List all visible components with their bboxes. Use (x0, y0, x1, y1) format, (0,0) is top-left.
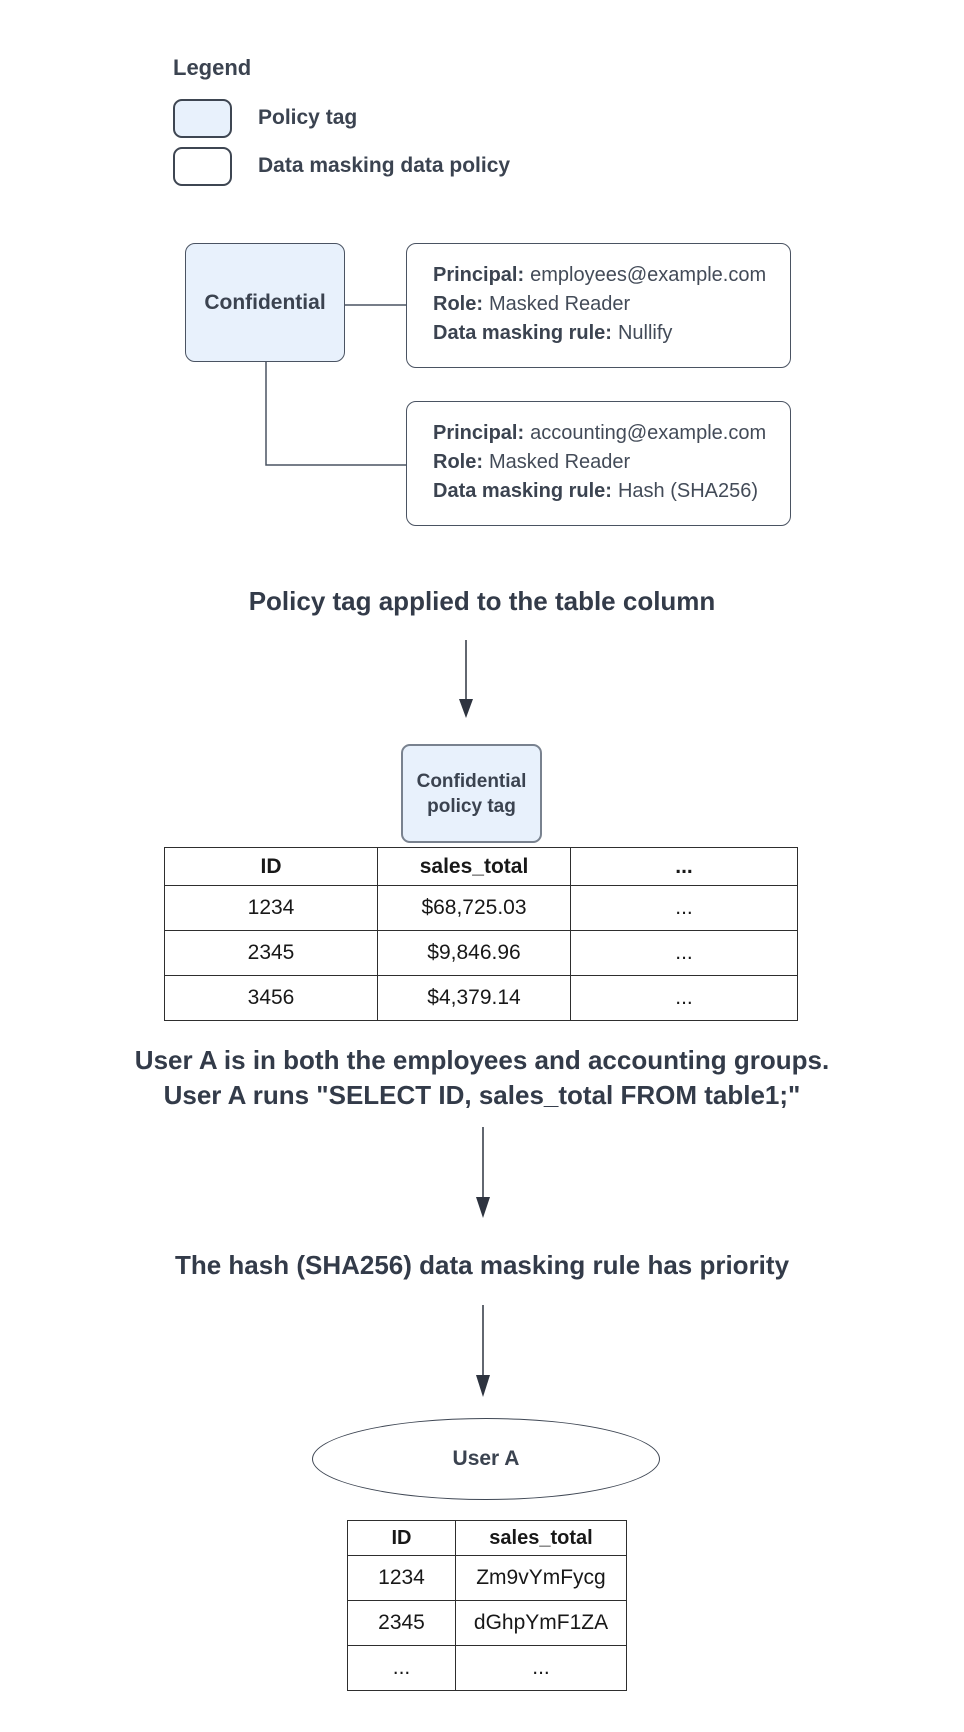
heading-hash-priority: The hash (SHA256) data masking rule has priority (174, 1250, 790, 1280)
col-header-id: ID (348, 1521, 456, 1556)
col-header-sales-total: sales_total (378, 848, 571, 886)
confidential-policy-tag-badge (401, 744, 542, 843)
connector-policytag-to-policy2 (266, 362, 406, 465)
col-header-id: ID (165, 848, 378, 886)
masking-rule-value: Hash (SHA256) (617, 480, 759, 502)
masking-rule-label: Data masking rule: (433, 322, 612, 344)
policy-line-masking-rule (433, 319, 790, 348)
table-header-row (348, 1521, 627, 1556)
cell-id: 3456 (165, 976, 378, 1021)
cell-masked-value: dGhpYmF1ZA (456, 1601, 627, 1646)
cell-sales-total: $4,379.14 (378, 976, 571, 1021)
source-table (164, 847, 798, 1021)
cell-id: ... (348, 1646, 456, 1691)
heading-line-1: User A is in both the employees and accounting groups. (134, 1045, 830, 1075)
data-policy-node-employees (406, 243, 791, 368)
col-header-sales-total: sales_total (456, 1521, 627, 1556)
cell-id: 1234 (348, 1556, 456, 1601)
heading-user-a-query (0, 1043, 964, 1113)
role-value: Masked Reader (489, 293, 631, 315)
table-row (165, 886, 798, 931)
down-arrow-icon-1 (459, 640, 473, 718)
cell-masked-value: ... (456, 1646, 627, 1691)
principal-value: employees@example.com (530, 264, 767, 286)
cell-id: 1234 (165, 886, 378, 931)
legend-title: Legend (173, 55, 252, 80)
badge-line-2: policy tag (427, 795, 516, 817)
legend-data-policy-swatch (173, 147, 232, 186)
principal-label: Principal: (433, 422, 525, 444)
masking-rule-value: Nullify (617, 322, 673, 344)
masked-result-table (347, 1520, 627, 1691)
table-row (165, 976, 798, 1021)
cell-sales-total: $9,846.96 (378, 931, 571, 976)
policy-line-role (433, 290, 790, 319)
masking-rule-label: Data masking rule: (433, 480, 612, 502)
legend-policy-tag-label: Policy tag (258, 106, 358, 129)
table-row (348, 1601, 627, 1646)
policy-tag-node: Confidential (185, 243, 345, 362)
policy-line-masking-rule (433, 477, 790, 506)
data-policy-node-accounting (406, 401, 791, 526)
cell-masked-value: Zm9vYmFycg (456, 1556, 627, 1601)
cell-sales-total: $68,725.03 (378, 886, 571, 931)
table-row (165, 931, 798, 976)
policy-line-role (433, 448, 790, 477)
col-header-ellipsis: ... (571, 848, 798, 886)
cell-ellipsis: ... (571, 886, 798, 931)
principal-value: accounting@example.com (530, 422, 767, 444)
role-label: Role: (433, 293, 483, 315)
badge-line-1: Confidential (416, 770, 527, 792)
policy-line-principal (433, 261, 790, 290)
cell-id: 2345 (165, 931, 378, 976)
table-row (348, 1646, 627, 1691)
role-value: Masked Reader (489, 451, 631, 473)
heading-policy-tag-applied: Policy tag applied to the table column (248, 586, 716, 616)
role-label: Role: (433, 451, 483, 473)
table-row (348, 1556, 627, 1601)
legend-data-policy-label: Data masking data policy (258, 154, 511, 177)
cell-id: 2345 (348, 1601, 456, 1646)
user-a-node: User A (312, 1418, 660, 1500)
principal-label: Principal: (433, 264, 525, 286)
policy-line-principal (433, 419, 790, 448)
down-arrow-icon-3 (476, 1305, 490, 1397)
table-header-row (165, 848, 798, 886)
heading-line-2: User A runs "SELECT ID, sales_total FROM table1;" (163, 1080, 801, 1110)
legend-policy-tag-swatch (173, 99, 232, 138)
down-arrow-icon-2 (476, 1127, 490, 1218)
cell-ellipsis: ... (571, 931, 798, 976)
cell-ellipsis: ... (571, 976, 798, 1021)
